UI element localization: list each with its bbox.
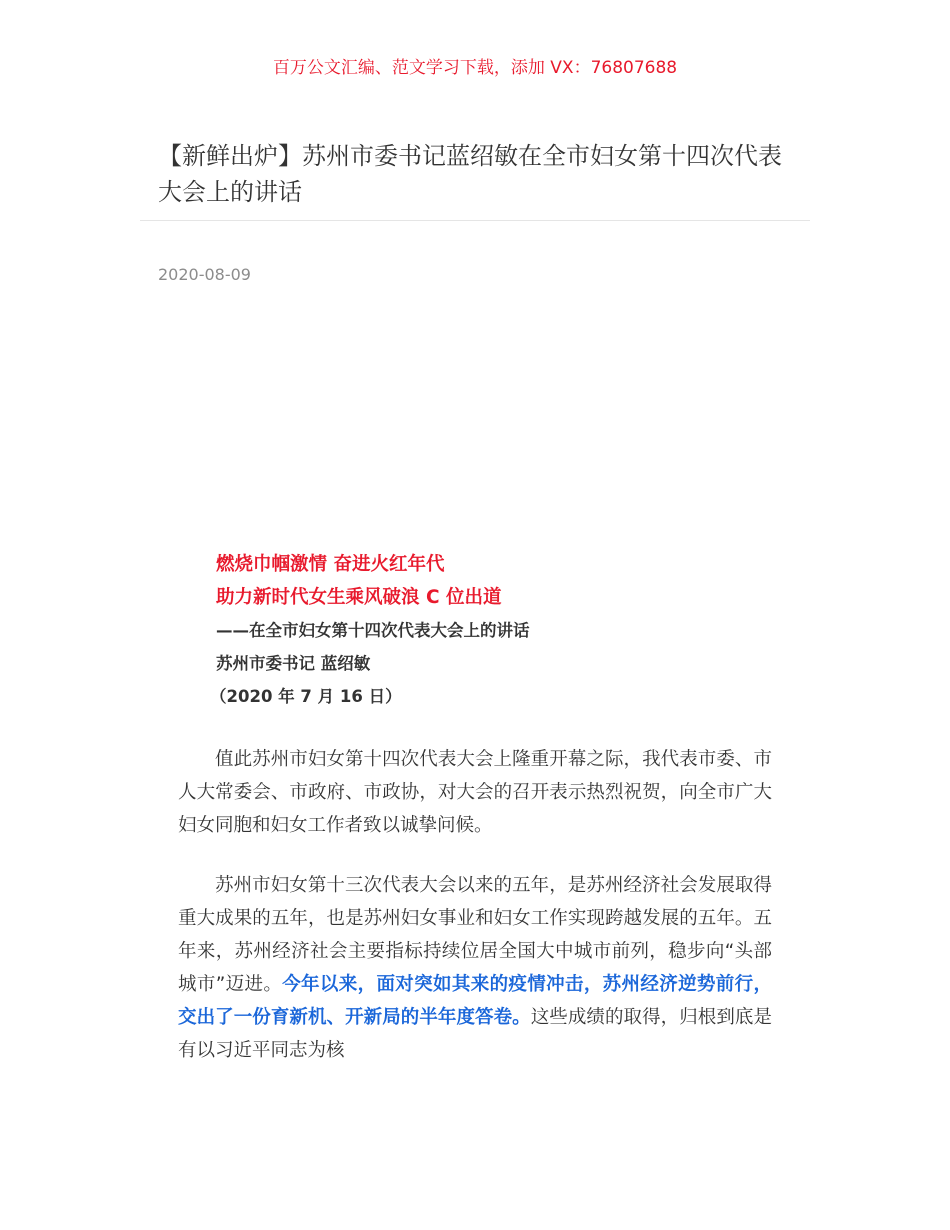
paragraph-2-start: 苏州市妇女第十三次代表大会以来的五年，是苏州经济社会发展取得重大成果的五年，也是苏州妇女事业和妇女工作实现跨越发展的五年。五年来，苏州经济社会主要指标持续位居全国大中城市前列，稳步向“头部城市”迈进。 <box>178 875 772 995</box>
headline-line-2: 助力新时代女生乘风破浪 C 位出道 <box>216 587 502 608</box>
article-title: 【新鲜出炉】苏州市委书记蓝绍敏在全市妇女第十四次代表大会上的讲话 <box>158 142 782 206</box>
publish-date: 2020-08-09 <box>158 265 251 284</box>
headline-line-1: 燃烧巾帼激情 奋进火红年代 <box>216 554 445 575</box>
body-paragraph-2 <box>178 869 772 1067</box>
watermark-banner: 百万公文汇编、范文学习下载，添加 VX：76807688 <box>272 58 678 78</box>
body-paragraph-1: 值此苏州市妇女第十四次代表大会上隆重开幕之际，我代表市委、市人大常委会、市政府、市政协，对大会的召开表示热烈祝贺，向全市广大妇女同胞和妇女工作者致以诚挚问候。 <box>178 749 772 836</box>
paragraph-2-end: 这些成绩的取得，归根到底是有以习近平同志为核 <box>178 1007 772 1061</box>
speech-subtitle: ——在全市妇女第十四次代表大会上的讲话 <box>216 621 530 640</box>
speech-date: （2020 年 7 月 16 日） <box>210 687 402 706</box>
speaker-line: 苏州市委书记 蓝绍敏 <box>216 654 371 673</box>
highlighted-sentence: 今年以来，面对突如其来的疫情冲击，苏州经济逆势前行，交出了一份育新机、开新局的半年度答卷。 <box>178 974 772 1028</box>
speech-header <box>210 548 776 713</box>
title-divider <box>140 220 810 221</box>
